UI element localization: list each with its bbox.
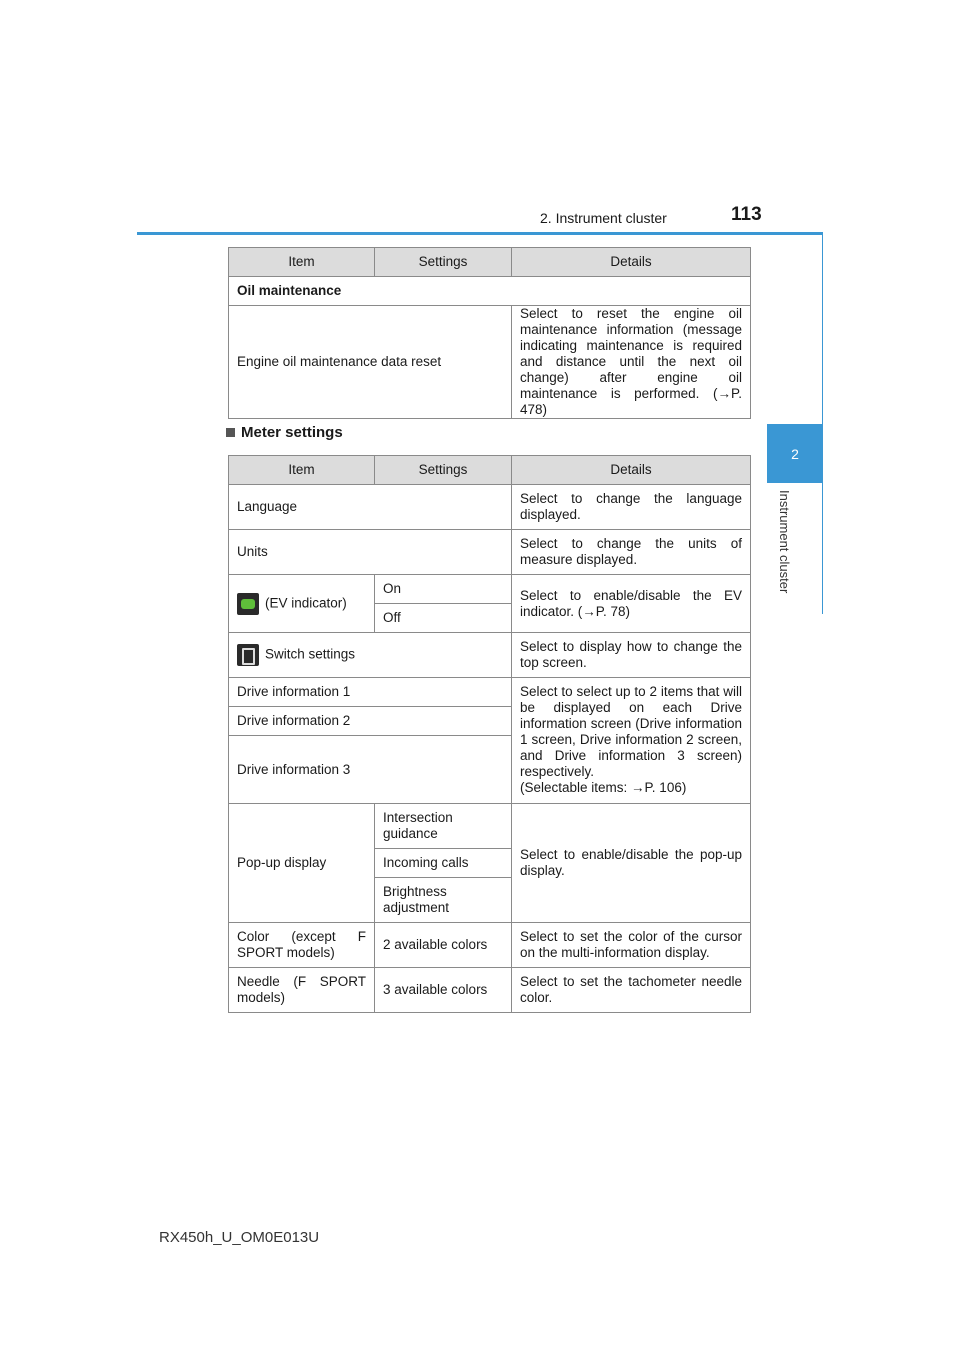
- cell-details-needle: Select to set the tachometer needle color.: [512, 968, 751, 1013]
- switch-settings-icon: [237, 644, 259, 666]
- ev-indicator-icon: [237, 593, 259, 615]
- meter-settings-heading: [226, 424, 343, 441]
- header-item: Item: [229, 456, 375, 485]
- cell-item-drive-2: Drive information 2: [229, 707, 512, 736]
- table-header-row: [229, 456, 751, 485]
- meter-settings-table: [228, 455, 751, 1013]
- table-row: [229, 575, 751, 604]
- cell-item-language: Language: [229, 485, 512, 530]
- table-row: [229, 530, 751, 575]
- ev-item-label: (EV indicator): [265, 595, 347, 611]
- table-row: [229, 306, 751, 419]
- drive-details-ref: (Selectable items: →P. 106): [520, 780, 687, 795]
- meter-settings-title: Meter settings: [241, 424, 343, 441]
- table-row: [229, 633, 751, 678]
- cell-setting-incoming-calls: Incoming calls: [375, 849, 512, 878]
- cell-item-color: Color (except F SPORT models): [229, 923, 375, 968]
- cell-details-units: Select to change the units of measure displayed.: [512, 530, 751, 575]
- cell-item: Engine oil maintenance data reset: [229, 306, 512, 419]
- header-section-title: 2. Instrument cluster: [540, 210, 667, 226]
- page-number: 113: [731, 204, 762, 225]
- cell-setting-color: 2 available colors: [375, 923, 512, 968]
- cell-item-ev: [229, 575, 375, 633]
- header-settings: Settings: [375, 248, 512, 277]
- cell-setting-off: Off: [375, 604, 512, 633]
- drive-details-text: Select to select up to 2 items that will be displayed on each Drive information screen (Drive information 1 screen, Drive information 2 screen, and Drive information 3 screen) respectively.: [520, 684, 742, 779]
- table-row: [229, 277, 751, 306]
- cell-item-drive-3: Drive information 3: [229, 736, 512, 804]
- header-rule: [137, 232, 823, 235]
- cell-item-popup: Pop-up display: [229, 804, 375, 923]
- cell-item-needle: Needle (F SPORT models): [229, 968, 375, 1013]
- chapter-number: 2: [791, 445, 799, 462]
- table-row: [229, 804, 751, 849]
- header-details: Details: [512, 248, 751, 277]
- cell-details-popup: Select to enable/disable the pop-up display.: [512, 804, 751, 923]
- table-header-row: [229, 248, 751, 277]
- header-item: Item: [229, 248, 375, 277]
- cell-details-switch: Select to display how to change the top screen.: [512, 633, 751, 678]
- table-row: [229, 678, 751, 707]
- cell-details-language: Select to change the language displayed.: [512, 485, 751, 530]
- header-details: Details: [512, 456, 751, 485]
- section-row-oil-maintenance: Oil maintenance: [229, 277, 751, 306]
- table-row: [229, 968, 751, 1013]
- document-code-footer: RX450h_U_OM0E013U: [159, 1229, 320, 1246]
- chapter-side-label: Instrument cluster: [777, 490, 792, 594]
- cell-item-switch: [229, 633, 512, 678]
- cell-setting-intersection: Intersection guidance: [375, 804, 512, 849]
- cell-details: Select to reset the engine oil maintenance information (message indicating maintenance is required and distance until the next oil change) after engine oil maintenance is performed. (→P. 478): [512, 306, 751, 419]
- header-settings: Settings: [375, 456, 512, 485]
- cell-item-drive-1: Drive information 1: [229, 678, 512, 707]
- cell-setting-brightness: Brightness adjustment: [375, 878, 512, 923]
- cell-details-color: Select to set the color of the cursor on the multi-information display.: [512, 923, 751, 968]
- table-row: [229, 923, 751, 968]
- cell-details-drive: [512, 678, 751, 804]
- switch-item-label: Switch settings: [265, 646, 356, 662]
- cell-details-ev: Select to enable/disable the EV indicator. (→P. 78): [512, 575, 751, 633]
- cell-setting-on: On: [375, 575, 512, 604]
- chapter-tab: [767, 424, 823, 483]
- bullet-square-icon: [226, 428, 235, 437]
- cell-item-units: Units: [229, 530, 512, 575]
- cell-setting-needle: 3 available colors: [375, 968, 512, 1013]
- oil-maintenance-table: [228, 247, 751, 419]
- table-row: [229, 485, 751, 530]
